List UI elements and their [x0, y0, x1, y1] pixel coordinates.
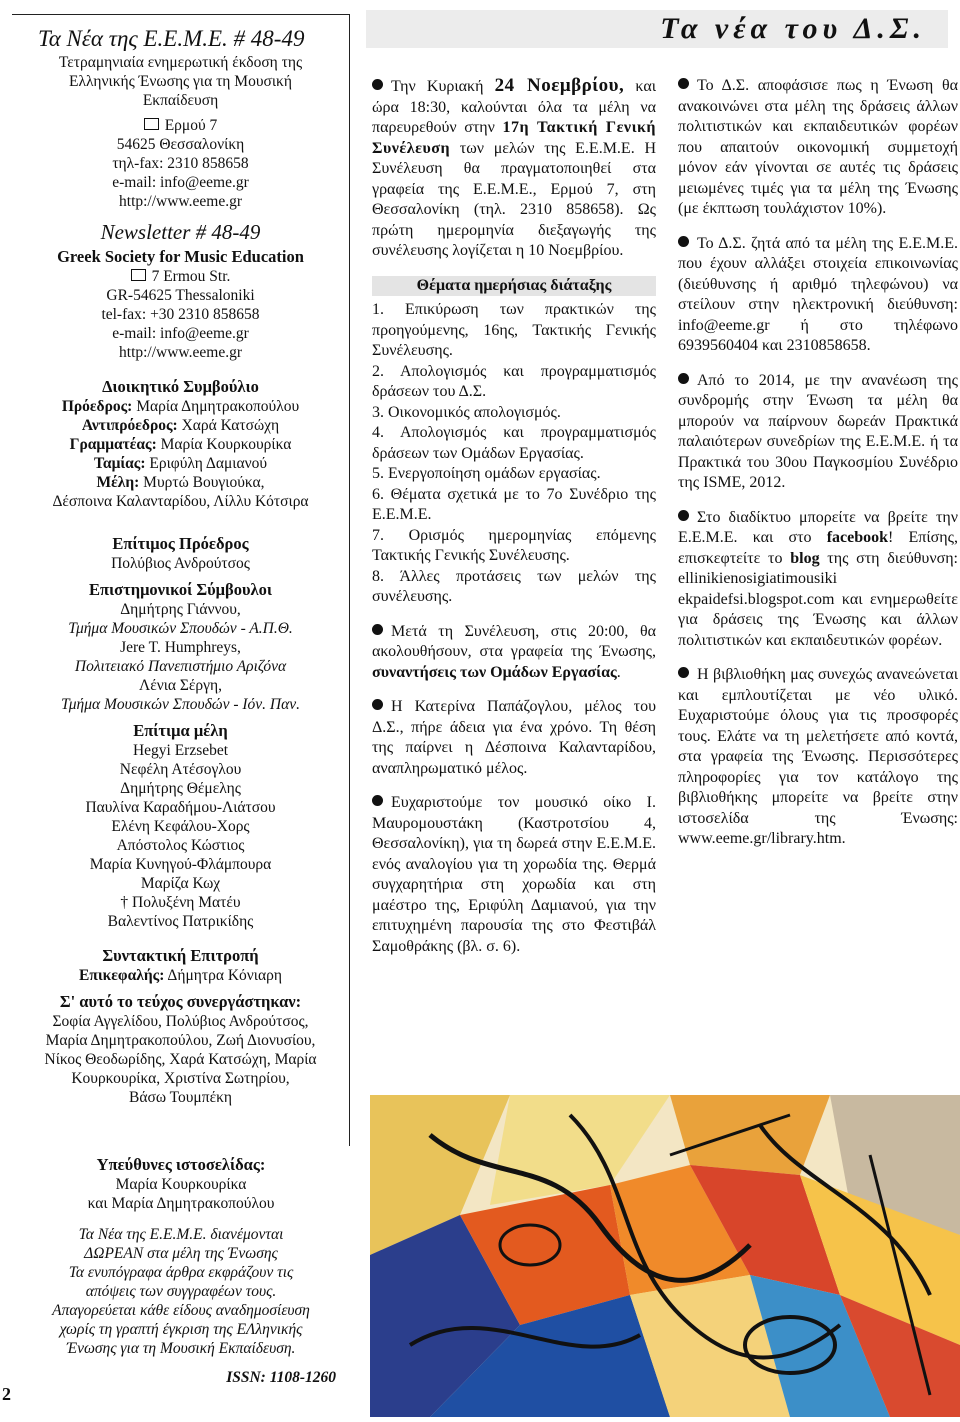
- bullet-icon: [678, 510, 689, 521]
- news-header-title: Τα νέα του Δ.Σ.: [660, 12, 926, 45]
- advisors-title: Επιστημονικοί Σύμβουλοι: [88, 580, 273, 599]
- board-list: Πρόεδρος: Μαρία Δημητρακοπούλου Αντιπρόεδρος: Χαρά Κατσώχη Γραμματέας: Μαρία Κουρκουρίκα Ταμίας: Εριφύλη Δαμιανού Μέλη: Μυρτώ Βουγιούκα, Δέσποινα Καλανταρίδου, Λίλλυ Κότσιρα: [52, 398, 309, 510]
- jazz-painting-image: [370, 1095, 960, 1417]
- masthead-description: Τετραμηνιαία ενημερωτική έκδοση της Ελληνικής Ένωσης για τη Μουσική Εκπαίδευση: [58, 54, 303, 109]
- agenda-list: 1. Επικύρωση των πρακτικών της προηγούμενης, 16ης, Τακτικής Γενικής Συνέλευσης. 2. Απολογισμός και προγραμματισμός δράσεων του Δ.Σ. 3. Οικονομικός απολογισμός. 4. Απολογισμός και προγραμματισμός δράσεων των Ομάδων Εργασίας. 5. Ενεργοποίηση ομάδων εργασίας. 6. Θέματα σχετικά με το 7ο Συνέδριο της Ε.Ε.Μ.Ε. 7. Ορισμός ημερομηνίας επόμενης Τακτικής Γενικής Συνέλευσης. 8. Άλλες προτάσεις των μελών της συνέλευσης.: [372, 301, 656, 605]
- news-item-thanks: Ευχαριστούμε τον μουσικό οίκο Ι. Μαυρομουστάκη (Καστροτσίου 4, Θεσσαλονίκη), για τη δωρεά στην Ε.Ε.Μ.Ε. ενός αναλογίου για τη χορωδία της. Θερμά συγχαρητήρια στη χορωδία και στη μαέστρο της, Εριφύλη Δαμιανού, για την επιτυχημένη παρουσία της στο Φεστιβάλ Σαμοθράκης (βλ. σ. 6).: [372, 794, 656, 955]
- news-item-contact-update: Το Δ.Σ. ζητά από τα μέλη της Ε.Ε.Μ.Ε. που έχουν αλλάξει στοιχεία επικοινωνίας (διεύθυνσης ή αριθμό τηλεφώνου) να στείλουν στην ηλεκτρονική διεύθυνση: info@eeme.gr ή στο τηλέφωνο 6939560404 και 2310858658.: [678, 234, 958, 354]
- masthead-title: Τα Νέα της Ε.Ε.Μ.Ε. # 48-49: [38, 26, 305, 51]
- page-number: 2: [2, 1384, 11, 1404]
- news-column-right: [678, 76, 958, 864]
- facebook-link[interactable]: facebook: [826, 529, 889, 546]
- blog-link[interactable]: blog: [790, 549, 820, 567]
- news-item-library: Η βιβλιοθήκη μας συνεχώς ανανεώνεται και εμπλουτίζεται με νέο υλικό. Ευχαριστούμε όλους για τις προσφορές τους. Ελάτε να τη μελετήσετε από κοντά, στα γραφεία της Ένωσης. Περισσότερες πληροφορίες για τον κατάλογο της βιβλιοθήκης μπορείτε να βρείτε στην ιστοσελίδα της Ένωσης: www.eeme.gr/library.htm.: [678, 666, 958, 847]
- news-header-bar: [366, 10, 948, 48]
- honorary-members-list: Hegyi Erzsebet Νεφέλη Ατέσογλου Δημήτρης Θέμελης Παυλίνα Καραδήμου-Λιάτσου Ελένη Κεφάλου-Χορς Απόστολος Κώστιος Μαρία Κυνηγού-Φλάμπουρα Μαρίζα Κωχ † Πολυξένη Ματέυ Βαλεντίνος Πατρικίδης: [85, 742, 276, 930]
- email-link-gr[interactable]: e-mail: info@eeme.gr: [112, 174, 249, 191]
- editorial-title: Συντακτική Επιτροπή: [102, 946, 259, 965]
- news-item-online: Στο διαδίκτυο μπορείτε να βρείτε την Ε.Ε.Μ.Ε. και στο facebook! Επίσης, επισκεφτείτε το blog της στη διεύθυνση: ellinikienosigiatimousiki ekpaidefsi.blogspot.com και ενημερωθείτε για δράσεις της Ένωσης και άλλων πολιτιστικών και εκπαιδευτικών φορέων.: [678, 508, 959, 649]
- news-item-assembly: Την Κυριακή 24 Νοεμβρίου, και ώρα 18:30, καλούνται όλα τα μέλη να παρευρεθούν στην 17η Τακτική Γενική Συνέλευση των μελών της Ε.Ε.Μ.Ε. Η Συνέλευση θα πραγματοποιηθεί στα γραφεία της Ε.Ε.Μ.Ε., Ερμού 7, στη Θεσσαλονίκη (τηλ. 2310 858658). Ως πρώτη ημερομηνία διεξαγωγής της συνέλευσης λογίζεται η 10 Νοεμβρίου.: [372, 75, 657, 259]
- website-link-en[interactable]: http://www.eeme.gr: [119, 344, 242, 361]
- news-item-proceedings: Από το 2014, με την ανανέωση της συνδρομής στην Ένωση τα μέλη θα μπορούν να παίρνουν δωρεάν Πρακτικά παλαιότερων συνεδρίων της Ε.Ε.Μ.Ε. ή τα Πρακτικά του 30ου Παγκοσμίου Συνέδριο της ISME, 2012.: [678, 371, 958, 491]
- honorary-members-title: Επίτιμα μέλη: [133, 721, 228, 740]
- issn: ISSN: 1108-1260: [226, 1369, 336, 1386]
- honorary-president: Πολύβιος Ανδρούτσος: [111, 555, 250, 572]
- bullet-icon: [678, 667, 689, 678]
- bullet-icon: [372, 79, 383, 90]
- editorial-head: Επικεφαλής: Δήμητρα Κόνιαρη: [79, 967, 282, 984]
- board-title: Διοικητικό Συμβούλιο: [102, 377, 259, 396]
- news-item-discounts: Το Δ.Σ. αποφάσισε πως η Ένωση θα ανακοινώνει στα μέλη της δράσεις άλλων πολιτιστικών και εκπαιδευτικών φορέων που απαιτούν οικονομική συμμετοχή μόνον εάν γίνονται σε αυτές τις δράσεις μειωμένες τιμές για τα μέλη της Ένωσης (με έκπτωση τουλάχιστον 10%).: [678, 77, 958, 217]
- publication-info: Υπεύθυνες ιστοσελίδας: Μαρία Κουρκουρίκα και Μαρία Δημητρακοπούλου Τα Νέα της Ε.Ε.Μ.Ε. διανέμονται ΔΩΡΕΑΝ στα μέλη της Ένωσης Τα ενυπόγραφα άρθρα εκφράζουν τις απόψεις των συγγραφέων τους. Απαγορεύεται κάθε είδους αναδημοσίευση χωρίς τη γραπτή έγκριση της ΕΛληνικής Ένωσης για τη Μουσική Εκπαίδευση. ISSN: 1108-1260: [12, 1154, 350, 1387]
- address-english: 7 Ermou Str. GR-54625 Thessaloniki tel-fax: +30 2310 858658 e-mail: info@eeme.gr http://www.eeme.gr: [18, 267, 343, 362]
- distribution-notice: Τα Νέα της Ε.Ε.Μ.Ε. διανέμονται ΔΩΡΕΑΝ στα μέλη της Ένωσης Τα ενυπόγραφα άρθρα εκφράζουν τις απόψεις των συγγραφέων τους. Απαγορεύεται κάθε είδους αναδημοσίευση χωρίς τη γραπτή έγκριση της ΕΛληνικής Ένωσης για τη Μουσική Εκπαίδευση.: [52, 1226, 310, 1357]
- address-greek: Ερμού 7 54625 Θεσσαλονίκη τηλ-fax: 2310 858658 e-mail: info@eeme.gr http://www.eeme.gr: [18, 116, 343, 211]
- envelope-icon: [131, 269, 146, 281]
- bullet-icon: [678, 373, 689, 384]
- email-link-en[interactable]: e-mail: info@eeme.gr: [112, 325, 249, 342]
- news-item-leave: Η Κατερίνα Παπάζογλου, μέλος του Δ.Σ., πήρε άδεια για ένα χρόνο. Τη θέση της παίρνει η Δέσποινα Καλανταρίδου, αναπληρωματικό μέλος.: [372, 698, 656, 777]
- newsletter-title: Newsletter # 48-49: [100, 220, 261, 244]
- contributors-list: Σοφία Αγγελίδου, Πολύβιος Ανδρούτσος, Μαρία Δημητρακοπούλου, Ζωή Διονυσίου, Νίκος Θεοδωρίδης, Χαρά Κατσώχη, Μαρία Κουρκουρίκα, Χριστίνα Σωτηρίου, Βάσω Τουμπέκη: [44, 1013, 317, 1106]
- news-column-middle: [372, 76, 656, 971]
- news-item-working-groups: Μετά τη Συνέλευση, στις 20:00, θα ακολουθήσουν, στα γραφεία της Ένωσης, συναντήσεις των Ομάδων Εργασίας.: [372, 622, 656, 681]
- bullet-icon: [678, 236, 689, 247]
- honorary-president-title: Επίτιμος Πρόεδρος: [112, 534, 249, 553]
- advisors-list: Δημήτρης Γιάννου, Τμήμα Μουσικών Σπουδών - Α.Π.Θ. Jere T. Humphreys, Πολιτειακό Πανεπιστήμιο Αριζόνα Λένια Σέργη, Τμήμα Μουσικών Σπουδών - Ιόν. Παν.: [60, 601, 301, 713]
- society-name-en: Greek Society for Music Education: [57, 247, 304, 266]
- masthead-box: [12, 14, 350, 1146]
- website-link-gr[interactable]: http://www.eeme.gr: [119, 193, 242, 210]
- agenda-title: Θέματα ημερήσιας διάταξης: [372, 276, 656, 297]
- contributors-title: Σ' αυτό το τεύχος συνεργάστηκαν:: [59, 992, 302, 1011]
- bullet-icon: [678, 78, 689, 89]
- bullet-icon: [372, 795, 383, 806]
- bullet-icon: [372, 624, 383, 635]
- bullet-icon: [372, 699, 383, 710]
- envelope-icon: [144, 118, 159, 130]
- web-managers-title: Υπεύθυνες ιστοσελίδας:: [96, 1155, 266, 1174]
